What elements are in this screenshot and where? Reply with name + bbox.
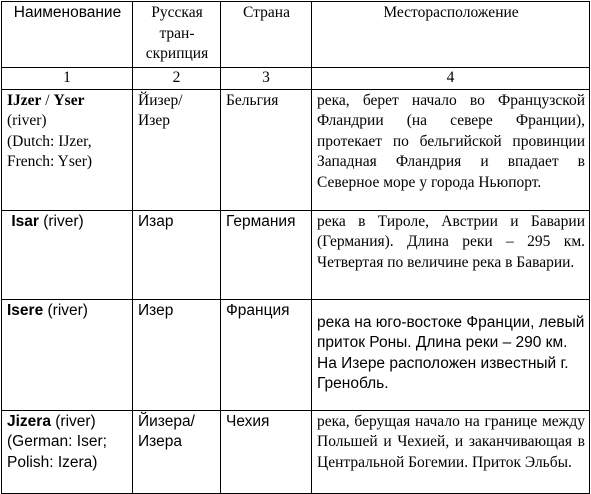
country-cell [221,299,312,410]
table-header-row [2,2,590,68]
location-cell [312,210,590,299]
country-cell [221,210,312,299]
river-name-cell [2,89,133,210]
river-name-separator: / [41,91,54,109]
transcription-cell [133,410,221,493]
location-text: река, берущая начало на границе между Польшей и Чехией, и заканчивающая в Центральной Богемии. Приток Эльбы. [317,412,585,471]
header-location-text: Месторасположение [383,4,519,21]
header-transcription-line2: тран- [159,24,195,42]
header-name [2,2,133,68]
river-name-primary: Isere [7,301,44,319]
transcription-text: Йизер/ Изер [138,91,183,129]
table-row [2,210,590,299]
country-text: Германия [226,212,296,230]
river-type: (river) [7,112,47,129]
location-cell [312,89,590,210]
column-number-4: 4 [312,67,590,89]
header-location [312,2,590,68]
river-type: (river) [50,412,96,430]
column-number-row [2,67,590,89]
location-text: река в Тироле, Австрии и Баварии (Германия). Длина реки – 295 км. Четвертая по величине река в Баварии. [317,212,585,271]
river-name-primary: Isar [11,212,39,230]
river-name-note: (Dutch: IJzer, French: Yser) [7,132,93,170]
location-cell [312,299,590,410]
header-country [221,2,312,68]
header-transcription [133,2,221,68]
header-transcription-line1: Русская [151,4,203,21]
country-cell [221,410,312,493]
header-transcription-line3: скрипция [145,45,209,62]
river-type: (river) [43,301,88,319]
river-type: (river) [38,212,84,230]
column-number-2: 2 [133,67,221,89]
transcription-cell [133,299,221,410]
column-number-1: 1 [2,67,133,89]
table-row [2,89,590,210]
location-text: река, берет начало во Французской Фландрии (на севере Франции), протекает по бельгийской провинции Западная Фландрия и впадает в Северное море у города Ньюпорт. [317,91,585,191]
country-text: Бельгия [226,91,279,109]
location-cell [312,410,590,493]
country-text: Франция [226,301,290,319]
transcription-text: Йизера/ Изера [138,412,195,450]
transcription-cell [133,210,221,299]
column-number-3: 3 [221,67,312,89]
header-country-text: Страна [243,4,290,21]
location-text: река на юго-востоке Франции, левый приток Роны. Длина реки – 290 км. На Изере расположен известный г. Гренобль. [317,313,585,392]
rivers-table [1,1,590,494]
transcription-text: Изер [138,301,174,319]
river-name-primary: Jizera [7,412,51,430]
river-name-primary: IJzer [7,91,42,109]
country-cell [221,89,312,210]
transcription-cell [133,89,221,210]
river-name-cell [2,210,133,299]
river-name-cell [2,299,133,410]
transcription-text: Изар [138,212,174,230]
table-row [2,410,590,493]
table-row [2,299,590,410]
header-name-text: Наименование [13,4,122,21]
river-name-note: (German: Iser; Polish: Izera) [7,433,107,471]
river-name-cell [2,410,133,493]
country-text: Чехия [226,412,270,430]
river-name-secondary: Yser [53,91,85,109]
